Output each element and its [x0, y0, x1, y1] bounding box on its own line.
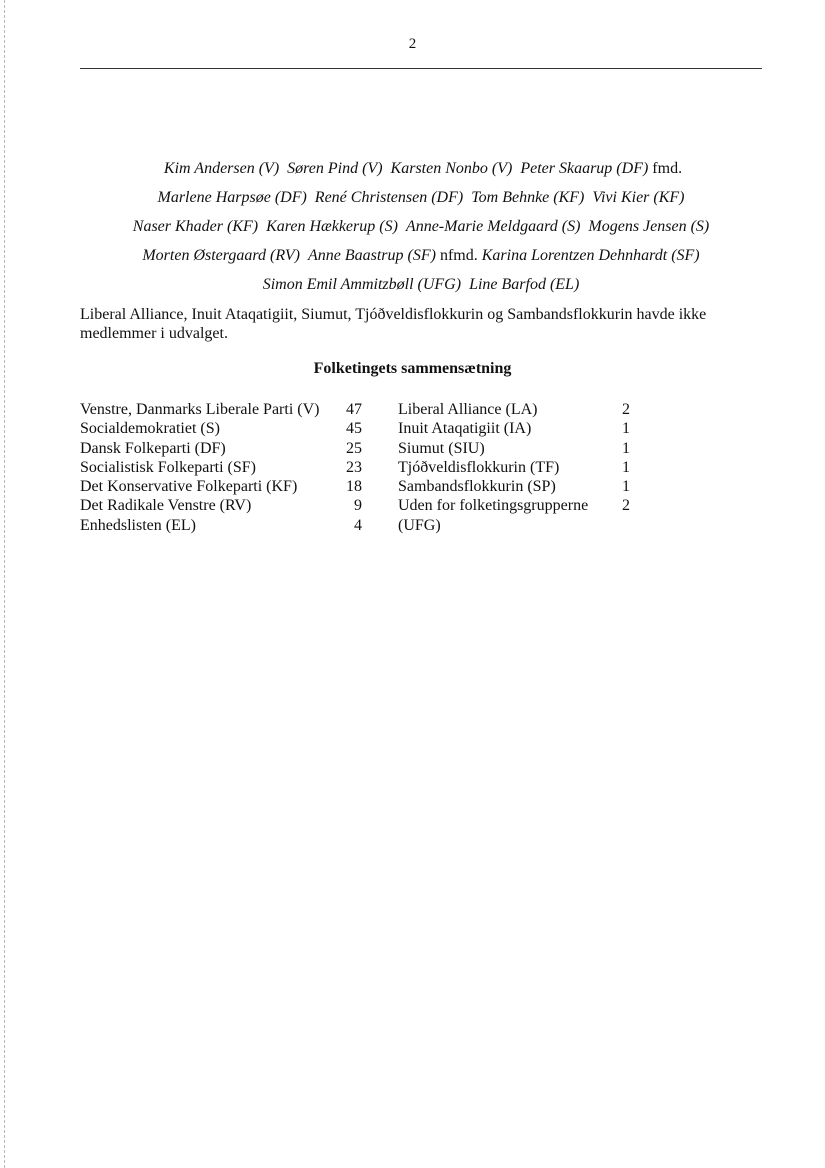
member-name: Karen Hækkerup (S)	[266, 218, 398, 235]
member-name: René Christensen (DF)	[314, 189, 464, 206]
membership-note: Liberal Alliance, Inuit Ataqatigiit, Siumut, Tjóðveldisflokkurin og Sambandsflokkurin havde ikke medlemmer i udvalget.	[80, 306, 707, 342]
member-role: fmd.	[652, 160, 683, 177]
member-role: nfmd.	[439, 247, 478, 264]
member-name: Karina Lorentzen Dehnhardt (SF)	[481, 247, 700, 264]
party-seats: 1	[622, 420, 630, 438]
member-name: Karsten Nonbo (V)	[390, 160, 513, 177]
scan-margin-line	[4, 0, 5, 1168]
party-name: Dansk Folkeparti (DF)	[80, 439, 226, 457]
party-column-right	[398, 400, 630, 535]
member-name: Line Barfod (EL)	[469, 276, 580, 293]
composition-title: Folketingets sammensætning	[313, 360, 512, 377]
party-row	[398, 477, 630, 496]
party-seats: 47	[346, 401, 362, 418]
member-name: Tom Behnke (KF)	[471, 189, 585, 206]
member-line	[80, 270, 762, 299]
party-name: Socialdemokratiet (S)	[80, 420, 220, 438]
party-row	[80, 419, 362, 438]
party-seats: 23	[346, 458, 362, 476]
member-line	[80, 241, 762, 270]
party-seats: 1	[622, 439, 630, 457]
party-row	[398, 439, 630, 458]
party-name: Siumut (SIU)	[398, 439, 485, 457]
party-column-left	[80, 400, 362, 535]
header-divider	[80, 68, 762, 69]
member-line	[80, 183, 762, 212]
member-name: Naser Khader (KF)	[132, 218, 259, 235]
party-seats: 9	[354, 497, 362, 515]
party-row	[80, 496, 362, 515]
member-name: Anne-Marie Meldgaard (S)	[405, 218, 581, 235]
member-name: Vivi Kier (KF)	[592, 189, 685, 206]
party-row	[80, 458, 362, 477]
page-number: 2	[408, 36, 417, 52]
party-seats: 4	[354, 516, 362, 534]
party-name: Enhedslisten (EL)	[80, 516, 196, 534]
party-seats: 45	[346, 420, 362, 438]
party-row	[80, 477, 362, 496]
member-name: Anne Baastrup (SF)	[307, 247, 436, 264]
party-row	[80, 516, 362, 535]
party-seats: 1	[622, 458, 630, 476]
member-line	[80, 154, 762, 183]
party-row	[398, 496, 630, 535]
member-name: Simon Emil Ammitzbøll (UFG)	[262, 276, 462, 293]
member-name: Morten Østergaard (RV)	[142, 247, 300, 264]
party-row	[80, 439, 362, 458]
party-seats: 25	[346, 439, 362, 457]
party-name: Uden for folketingsgrupperne (UFG)	[398, 497, 589, 534]
party-name: Tjóðveldisflokkurin (TF)	[398, 458, 560, 476]
member-name: Mogens Jensen (S)	[588, 218, 710, 235]
member-line	[80, 212, 762, 241]
member-name: Kim Andersen (V)	[163, 160, 280, 177]
member-name: Marlene Harpsøe (DF)	[157, 189, 307, 206]
party-row	[398, 419, 630, 438]
party-seats: 2	[622, 401, 630, 418]
party-name: Det Konservative Folkeparti (KF)	[80, 478, 298, 496]
party-seats: 18	[346, 478, 362, 496]
party-name: Liberal Alliance (LA)	[398, 401, 538, 418]
party-row	[398, 458, 630, 477]
party-name: Socialistisk Folkeparti (SF)	[80, 458, 256, 476]
member-name: Søren Pind (V)	[287, 160, 383, 177]
party-seats: 2	[622, 497, 630, 515]
party-seats: 1	[622, 478, 630, 496]
party-name: Inuit Ataqatigiit (IA)	[398, 420, 532, 438]
member-name: Peter Skaarup (DF)	[520, 160, 649, 177]
party-name: Venstre, Danmarks Liberale Parti (V)	[80, 401, 320, 418]
party-name: Sambandsflokkurin (SP)	[398, 478, 556, 496]
party-row	[398, 400, 630, 419]
party-row	[80, 400, 362, 419]
party-name: Det Radikale Venstre (RV)	[80, 497, 252, 515]
committee-members	[80, 154, 762, 299]
